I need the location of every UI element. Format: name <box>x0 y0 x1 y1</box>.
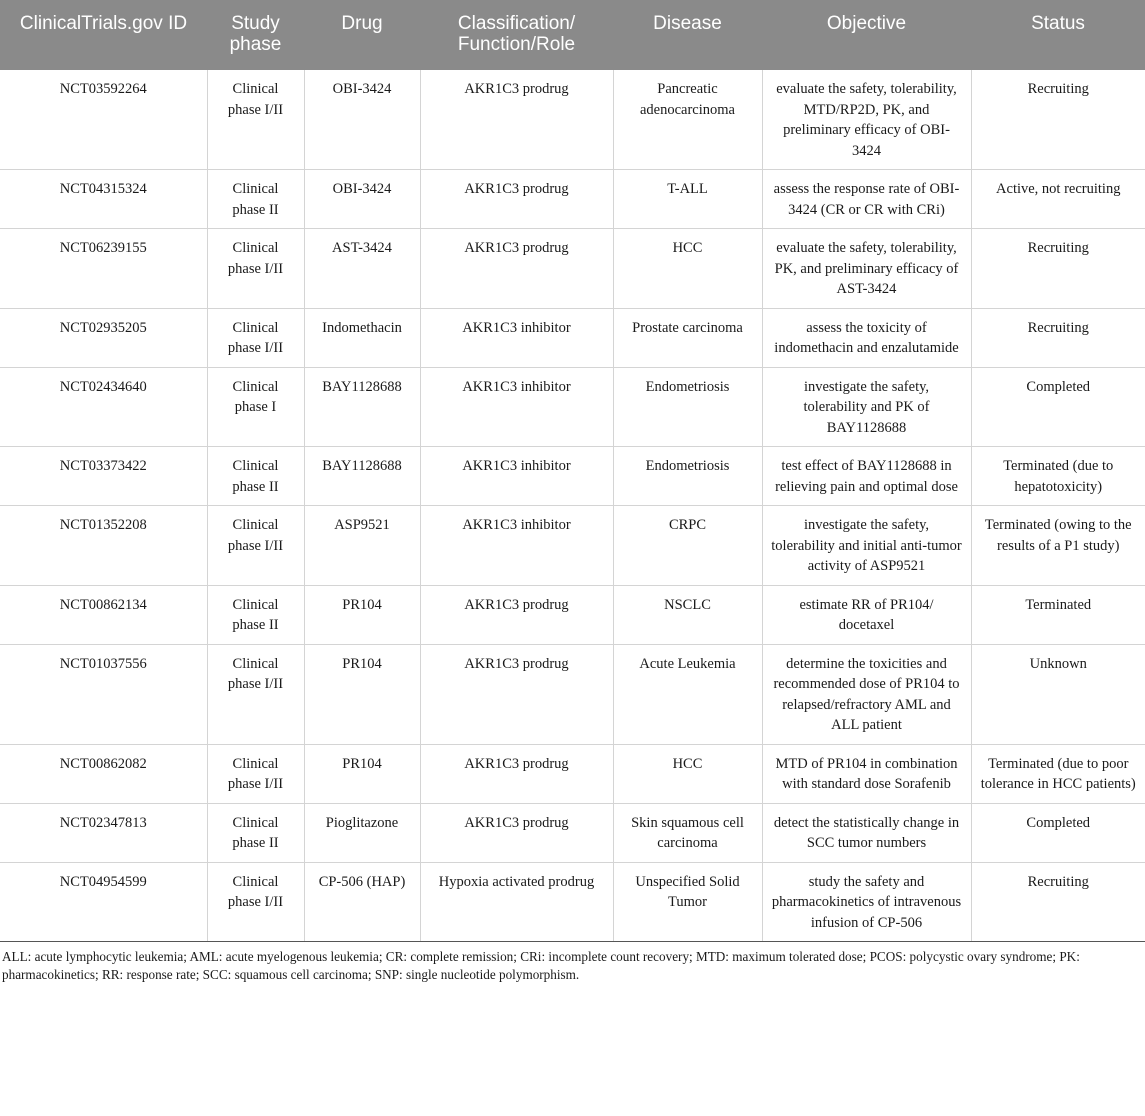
header-drug: Drug <box>304 0 420 70</box>
cell-classification: AKR1C3 prodrug <box>420 170 613 229</box>
cell-trial-id: NCT04315324 <box>0 170 207 229</box>
cell-status: Terminated <box>971 585 1145 644</box>
cell-drug: PR104 <box>304 644 420 744</box>
cell-classification: AKR1C3 inhibitor <box>420 308 613 367</box>
cell-objective: evaluate the safety, tolerability, MTD/RP2D, PK, and preliminary efficacy of OBI-3424 <box>762 70 971 170</box>
cell-disease: Prostate carcinoma <box>613 308 762 367</box>
cell-status: Recruiting <box>971 229 1145 309</box>
table-row <box>0 367 1145 447</box>
cell-status: Recruiting <box>971 862 1145 942</box>
cell-drug: OBI-3424 <box>304 70 420 170</box>
header-status: Status <box>971 0 1145 70</box>
cell-disease: Pancreatic adenocarcinoma <box>613 70 762 170</box>
cell-study-phase: Clinical phase I/II <box>207 644 304 744</box>
cell-objective: investigate the safety, tolerability and PK of BAY1128688 <box>762 367 971 447</box>
cell-study-phase: Clinical phase I/II <box>207 70 304 170</box>
cell-trial-id: NCT00862082 <box>0 744 207 803</box>
cell-status: Completed <box>971 803 1145 862</box>
cell-disease: Skin squamous cell carcinoma <box>613 803 762 862</box>
cell-disease: T-ALL <box>613 170 762 229</box>
table-row <box>0 644 1145 744</box>
cell-study-phase: Clinical phase I/II <box>207 862 304 942</box>
cell-drug: BAY1128688 <box>304 367 420 447</box>
cell-status: Terminated (owing to the results of a P1 study) <box>971 506 1145 586</box>
cell-drug: Pioglitazone <box>304 803 420 862</box>
cell-classification: AKR1C3 prodrug <box>420 744 613 803</box>
header-objective: Objective <box>762 0 971 70</box>
cell-classification: AKR1C3 prodrug <box>420 803 613 862</box>
header-trial-id: ClinicalTrials.gov ID <box>0 0 207 70</box>
cell-disease: CRPC <box>613 506 762 586</box>
cell-trial-id: NCT02434640 <box>0 367 207 447</box>
cell-classification: AKR1C3 inhibitor <box>420 367 613 447</box>
cell-trial-id: NCT03373422 <box>0 447 207 506</box>
table-row <box>0 803 1145 862</box>
cell-trial-id: NCT00862134 <box>0 585 207 644</box>
cell-disease: HCC <box>613 229 762 309</box>
table-row <box>0 862 1145 942</box>
cell-status: Unknown <box>971 644 1145 744</box>
cell-classification: Hypoxia activated prodrug <box>420 862 613 942</box>
cell-objective: investigate the safety, tolerability and initial anti-tumor activity of ASP9521 <box>762 506 971 586</box>
cell-drug: ASP9521 <box>304 506 420 586</box>
table-row <box>0 170 1145 229</box>
cell-study-phase: Clinical phase II <box>207 585 304 644</box>
cell-objective: detect the statistically change in SCC tumor numbers <box>762 803 971 862</box>
cell-objective: MTD of PR104 in combination with standard dose Sorafenib <box>762 744 971 803</box>
cell-status: Terminated (due to hepatotoxicity) <box>971 447 1145 506</box>
cell-objective: determine the toxicities and recommended dose of PR104 to relapsed/refractory AML and ALL patient <box>762 644 971 744</box>
cell-drug: AST-3424 <box>304 229 420 309</box>
cell-drug: BAY1128688 <box>304 447 420 506</box>
cell-trial-id: NCT01352208 <box>0 506 207 586</box>
header-row <box>0 0 1145 70</box>
header-study-phase: Study phase <box>207 0 304 70</box>
cell-status: Terminated (due to poor tolerance in HCC patients) <box>971 744 1145 803</box>
table-row <box>0 506 1145 586</box>
cell-trial-id: NCT06239155 <box>0 229 207 309</box>
table-footnote: ALL: acute lymphocytic leukemia; AML: acute myelogenous leukemia; CR: complete remission; CRi: incomplete count recovery; MTD: maximum tolerated dose; PCOS: polycystic ovary syndrome; PK: pharmacokinetics; RR: response rate; SCC: squamous cell carcinoma; SNP: single nucleotide polymorphism. <box>2 949 1080 982</box>
cell-drug: PR104 <box>304 585 420 644</box>
header-classification: Classification/ Function/Role <box>420 0 613 70</box>
cell-disease: Endometriosis <box>613 367 762 447</box>
cell-study-phase: Clinical phase II <box>207 447 304 506</box>
cell-study-phase: Clinical phase I/II <box>207 308 304 367</box>
cell-disease: Unspecified Solid Tumor <box>613 862 762 942</box>
cell-classification: AKR1C3 inhibitor <box>420 506 613 586</box>
cell-drug: PR104 <box>304 744 420 803</box>
cell-disease: Acute Leukemia <box>613 644 762 744</box>
cell-disease: Endometriosis <box>613 447 762 506</box>
cell-trial-id: NCT02347813 <box>0 803 207 862</box>
cell-objective: evaluate the safety, tolerability, PK, and preliminary efficacy of AST-3424 <box>762 229 971 309</box>
cell-trial-id: NCT04954599 <box>0 862 207 942</box>
cell-trial-id: NCT03592264 <box>0 70 207 170</box>
cell-study-phase: Clinical phase I <box>207 367 304 447</box>
table-row <box>0 585 1145 644</box>
table-row <box>0 229 1145 309</box>
cell-classification: AKR1C3 prodrug <box>420 644 613 744</box>
cell-disease: HCC <box>613 744 762 803</box>
cell-study-phase: Clinical phase II <box>207 170 304 229</box>
cell-objective: assess the response rate of OBI-3424 (CR or CR with CRi) <box>762 170 971 229</box>
cell-drug: Indomethacin <box>304 308 420 367</box>
cell-status: Completed <box>971 367 1145 447</box>
cell-study-phase: Clinical phase I/II <box>207 744 304 803</box>
cell-study-phase: Clinical phase II <box>207 803 304 862</box>
table-row <box>0 447 1145 506</box>
cell-status: Active, not recruiting <box>971 170 1145 229</box>
cell-study-phase: Clinical phase I/II <box>207 506 304 586</box>
cell-objective: assess the toxicity of indomethacin and enzalutamide <box>762 308 971 367</box>
cell-objective: test effect of BAY1128688 in relieving pain and optimal dose <box>762 447 971 506</box>
cell-drug: CP-506 (HAP) <box>304 862 420 942</box>
header-disease: Disease <box>613 0 762 70</box>
table-row <box>0 70 1145 170</box>
cell-study-phase: Clinical phase I/II <box>207 229 304 309</box>
cell-classification: AKR1C3 prodrug <box>420 70 613 170</box>
cell-status: Recruiting <box>971 308 1145 367</box>
cell-classification: AKR1C3 prodrug <box>420 229 613 309</box>
cell-drug: OBI-3424 <box>304 170 420 229</box>
table-row <box>0 308 1145 367</box>
cell-classification: AKR1C3 inhibitor <box>420 447 613 506</box>
cell-classification: AKR1C3 prodrug <box>420 585 613 644</box>
cell-status: Recruiting <box>971 70 1145 170</box>
table-row <box>0 744 1145 803</box>
table-body <box>0 70 1145 942</box>
cell-objective: study the safety and pharmacokinetics of intravenous infusion of CP-506 <box>762 862 971 942</box>
cell-objective: estimate RR of PR104/ docetaxel <box>762 585 971 644</box>
cell-trial-id: NCT02935205 <box>0 308 207 367</box>
cell-trial-id: NCT01037556 <box>0 644 207 744</box>
cell-disease: NSCLC <box>613 585 762 644</box>
